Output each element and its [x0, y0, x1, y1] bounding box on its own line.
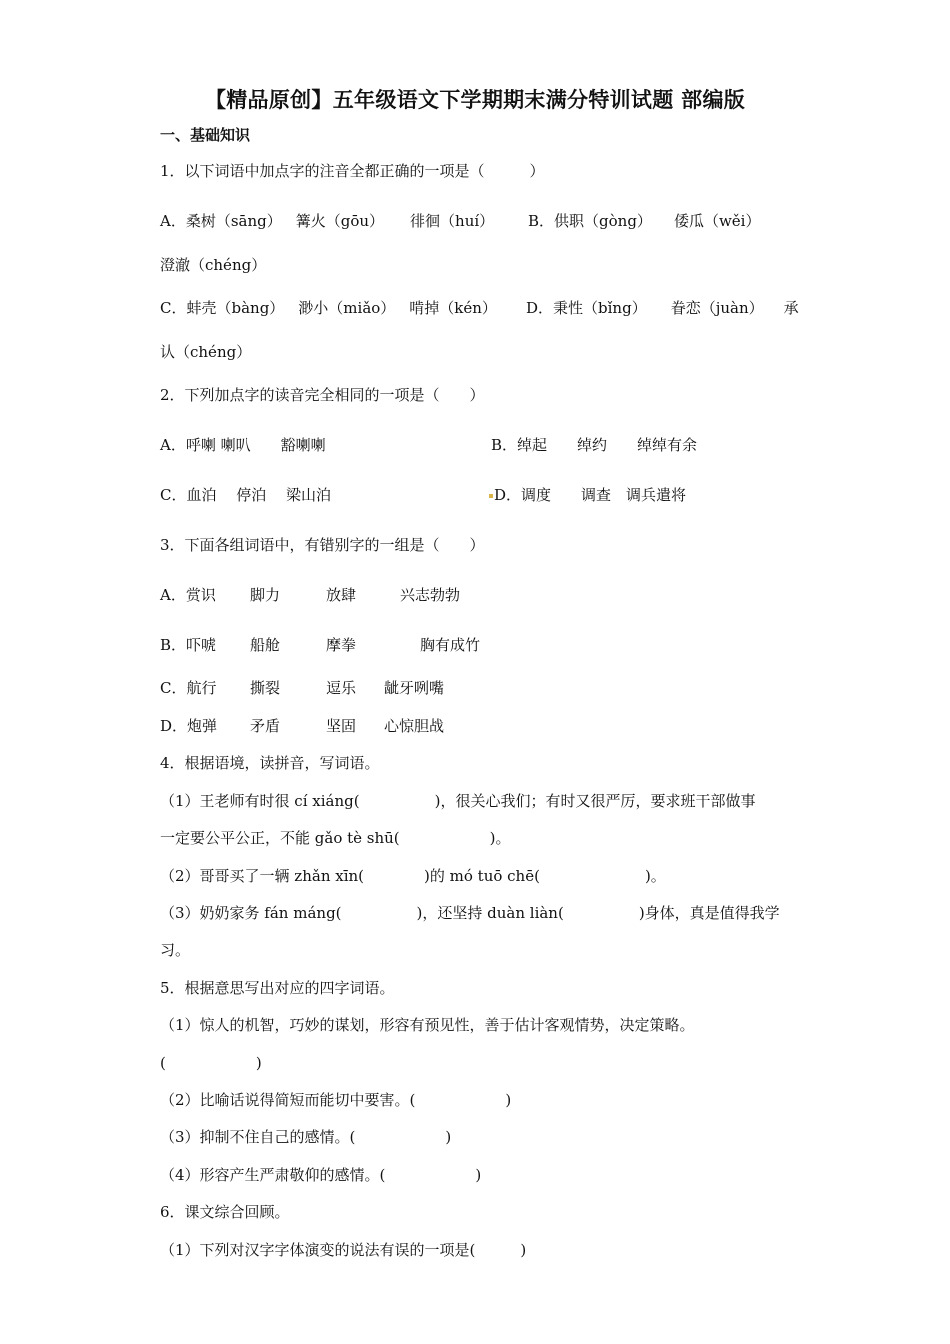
question-4-line-1: （1）王老师有时很 cí xiáng( )，很关心我们；有时又很严厉，要求班干部做事 [160, 792, 756, 810]
option-item: 心惊胆战 [384, 717, 445, 735]
option-item: 眷恋（juàn） [670, 299, 764, 317]
option-item: 船舱 [250, 636, 281, 654]
question-3-option-a [160, 585, 460, 605]
option-item: 摩拳 [326, 636, 357, 654]
option-item: 承 [783, 299, 799, 317]
option-item: 坚固 [326, 717, 357, 735]
cursor-mark-icon [489, 494, 493, 498]
option-item: 篝火（gōu） [295, 212, 385, 230]
question-6-line-1: （1）下列对汉字字体演变的说法有误的一项是( ) [160, 1241, 527, 1259]
option-item: 胸有成竹 [420, 636, 481, 654]
option-item: 渺小（miǎo） [298, 299, 396, 317]
option-item: D．炮弹 [160, 717, 218, 735]
option-item: 逗乐 [326, 679, 357, 697]
option-label: D． [526, 299, 554, 317]
question-4-line-2: 一定要公平公正，不能 gǎo tè shū( )。 [160, 829, 511, 847]
question-1-option-a [160, 211, 528, 231]
question-3-stem: 3．下面各组词语中，有错别字的一组是（ ） [160, 536, 485, 554]
option-item: 龇牙咧嘴 [384, 679, 445, 697]
question-5-line-3: （2）比喻话说得简短而能切中要害。( ) [160, 1091, 512, 1109]
option-item: 矛盾 [250, 717, 281, 735]
option-item: 撕裂 [250, 679, 281, 697]
section-heading: 一、基础知识 [160, 126, 251, 144]
option-item: 蚌壳（bàng） [186, 299, 285, 317]
option-item: 桑树（sāng） [185, 212, 282, 230]
question-4-line-4: （3）奶奶家务 fán máng( )，还坚持 duàn liàn( )身体，真是值得我学 [160, 904, 780, 922]
question-4-line-5: 习。 [160, 941, 191, 959]
question-5-line-1: （1）惊人的机智，巧妙的谋划，形容有预见性，善于估计客观情势，决定策略。 [160, 1016, 695, 1034]
option-item: C．航行 [160, 679, 217, 697]
option-item: 啃掉（kén） [409, 299, 497, 317]
option-item: 供职（gòng） [554, 212, 652, 230]
option-label: A． [160, 212, 186, 230]
question-2-option-b: B．绰起 绰约 绰绰有余 [491, 436, 698, 454]
question-5-stem: 5．根据意思写出对应的四字词语。 [160, 979, 395, 997]
question-5-line-2: ( ) [160, 1054, 262, 1072]
question-4-stem: 4．根据语境，读拼音，写词语。 [160, 754, 380, 772]
question-2-option-c: C．血泊 停泊 梁山泊 [160, 486, 332, 504]
question-2-option-d-wrap [489, 485, 686, 505]
option-item: 脚力 [250, 586, 281, 604]
option-label: C． [160, 299, 187, 317]
question-1-option-d-cont: 认（chéng） [160, 343, 252, 361]
option-item: A．赏识 [160, 586, 216, 604]
option-item: B．吓唬 [160, 636, 217, 654]
question-2-option-a: A．呼喇 喇叭 豁喇喇 [160, 436, 326, 454]
question-1-option-c [160, 298, 497, 318]
question-5-line-5: （4）形容产生严肃敬仰的感情。( ) [160, 1166, 482, 1184]
question-5-line-4: （3）抑制不住自己的感情。( ) [160, 1128, 452, 1146]
question-1-option-d [526, 298, 799, 318]
question-3-option-d [160, 716, 444, 736]
question-6-stem: 6．课文综合回顾。 [160, 1203, 290, 1221]
question-3-option-c [160, 678, 444, 698]
page-title: 【精品原创】五年级语文下学期期末满分特训试题 部编版 [204, 88, 746, 112]
question-2-option-d: D．调度 调查 调兵遣将 [494, 486, 687, 504]
question-1-option-b-cont: 澄澈（chéng） [160, 256, 267, 274]
option-item: 徘徊（huí） [410, 212, 495, 230]
question-3-option-b [160, 635, 480, 655]
option-item: 秉性（bǐng） [553, 299, 647, 317]
question-1-stem: 1．以下词语中加点字的注音全都正确的一项是（ ） [160, 162, 545, 180]
option-label: B． [528, 212, 555, 230]
option-item: 放肆 [326, 586, 357, 604]
question-4-line-3: （2）哥哥买了一辆 zhǎn xīn( )的 mó tuō chē( )。 [160, 867, 666, 885]
option-item: 倭瓜（wěi） [673, 212, 761, 230]
question-2-stem: 2．下列加点字的读音完全相同的一项是（ ） [160, 386, 485, 404]
question-1-option-b [528, 211, 760, 231]
option-item: 兴志勃勃 [400, 586, 461, 604]
